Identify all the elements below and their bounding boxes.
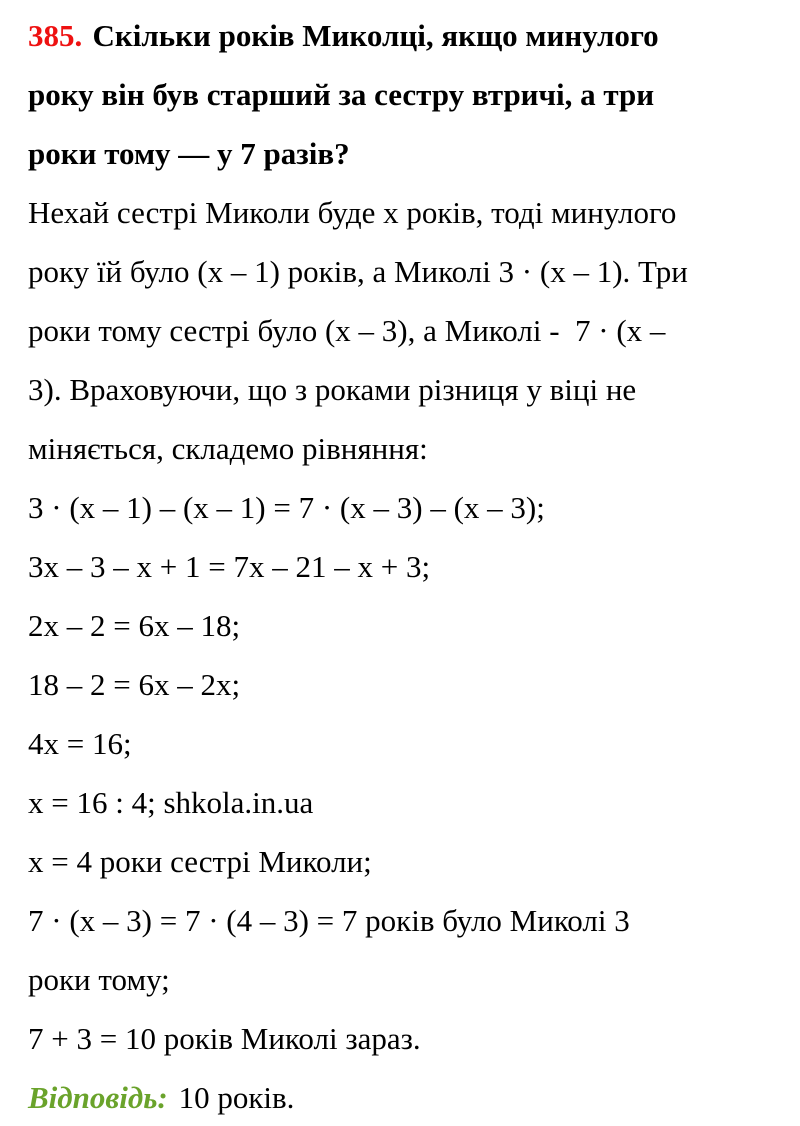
solution-line: 3). Враховуючи, що з роками різниця у віці не bbox=[28, 372, 637, 407]
problem-statement-line bbox=[28, 6, 782, 65]
solution-line: Нехай сестрі Миколи буде x років, тоді минулого bbox=[28, 195, 677, 230]
equation-line: x = 16 : 4; shkola.in.ua bbox=[28, 785, 314, 820]
problem-statement-text: Скільки років Миколці, якщо минулого bbox=[92, 18, 659, 53]
solution-line: 7 + 3 = 10 років Миколі зараз. bbox=[28, 1021, 421, 1056]
equation-line: 3x – 3 – x + 1 = 7x – 21 – x + 3; bbox=[28, 549, 431, 584]
answer-line bbox=[28, 1068, 782, 1126]
problem-statement-line: року він був старший за сестру втричі, а три bbox=[28, 77, 655, 112]
solution-line: року їй було (x – 1) років, а Миколі 3 · (x – 1). Три bbox=[28, 254, 688, 289]
solution-line: x = 4 роки сестрі Миколи; bbox=[28, 844, 372, 879]
answer-label: Відповідь: bbox=[28, 1080, 168, 1115]
problem-number: 385. bbox=[28, 18, 83, 53]
equation-line: 18 – 2 = 6x – 2x; bbox=[28, 667, 241, 702]
problem-statement-line: роки тому — у 7 разів? bbox=[28, 136, 350, 171]
equation-line: 3 · (x – 1) – (x – 1) = 7 · (x – 3) – (x – 3); bbox=[28, 490, 545, 525]
solution-line: роки тому; bbox=[28, 962, 170, 997]
solution-line: міняється, складемо рівняння: bbox=[28, 431, 428, 466]
equation-line: 4x = 16; bbox=[28, 726, 132, 761]
equation-line: 2x – 2 = 6x – 18; bbox=[28, 608, 241, 643]
solution-line: 7 · (x – 3) = 7 · (4 – 3) = 7 років було Миколі 3 bbox=[28, 903, 630, 938]
answer-text: 10 років. bbox=[178, 1080, 295, 1115]
solution-line: роки тому сестрі було (x – 3), а Миколі - 7 · (x – bbox=[28, 313, 666, 348]
